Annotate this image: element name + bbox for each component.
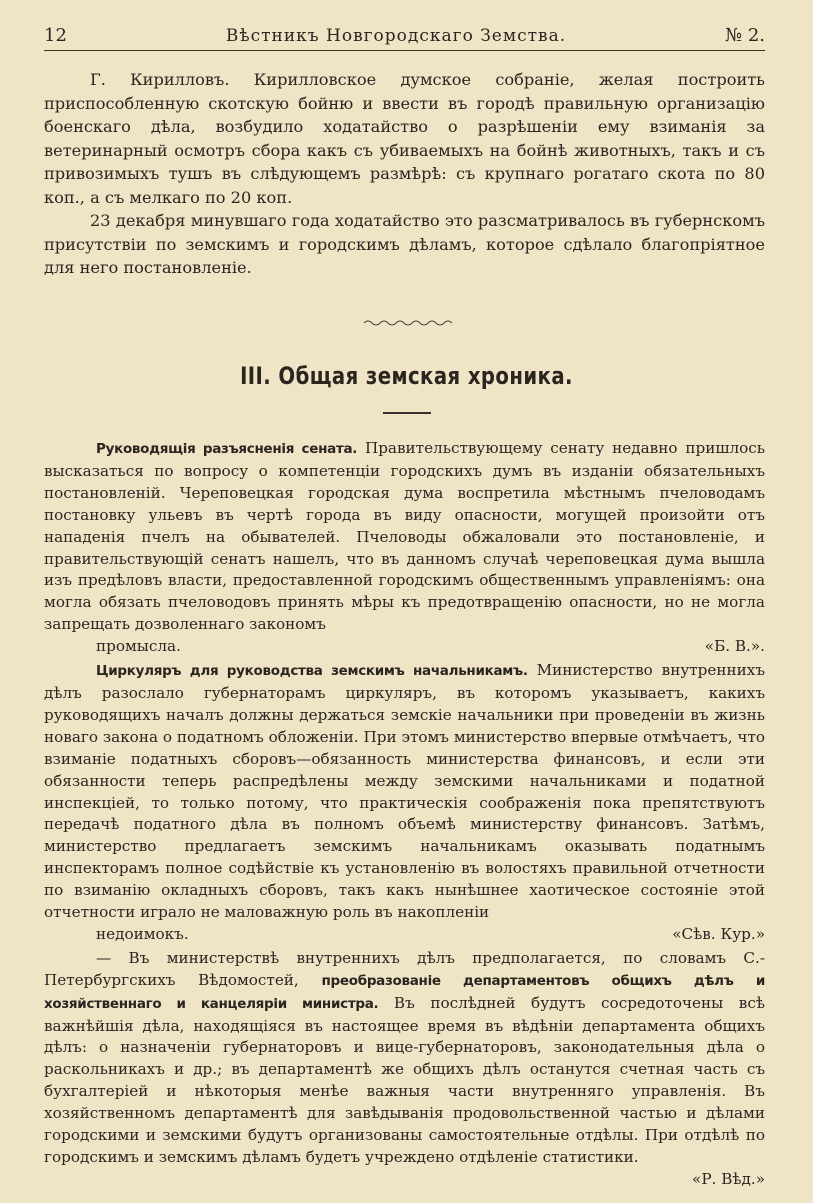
wavy-ornament-divider [362, 318, 454, 328]
chronicle-item-senate [44, 438, 765, 658]
item-source: «Сѣв. Кур.» [672, 924, 765, 943]
item-tail-word: недоимокъ. [96, 924, 189, 943]
title-underline-rule [383, 412, 431, 414]
item-tail-line [44, 636, 765, 658]
item-tail-line [44, 924, 765, 946]
rubric-heading: Руководящія разъясненія сената. [96, 441, 358, 457]
item-tail-word: промысла. [96, 637, 181, 656]
item-text: Въ послѣдней будутъ сосредоточены всѣ важнѣйшія дѣла, находящіяся въ настоящее время въ вѣдѣніи департамента общихъ дѣлъ: о назначеніи губернаторовъ и вице-губернаторовъ, законодательныя дѣла о раскольникахъ и др.; въ департаментѣ же общихъ дѣлъ останутся счетная часть съ бухгалтеріей и нѣкоторыя менѣе важныя части внутренняго управленія. Въ хозяйственномъ департаментѣ для завѣдыванія продовольственной частью и дѣлами городскими и земскими будутъ организованы самостоятельные отдѣлы. При отдѣлѣ по городскимъ и земскимъ дѣламъ будетъ учреждено отдѣленіе статистики. [44, 993, 765, 1166]
rubric-heading: преобразованіе департаментовъ общихъ дѣлъ и хозяйственнаго и канцеляріи министра. [44, 972, 765, 1012]
journal-title: Вѣстникъ Новгородскаго Земства. [225, 26, 567, 46]
intro-section [44, 68, 765, 280]
chronicle-item-ministry [44, 948, 765, 1191]
item-text: Правительствующему сенату недавно пришлось высказаться по вопросу о компетенціи городскихъ думъ въ изданіи обязательныхъ постановленій. Череповецкая городская дума воспретила мѣстнымъ пчеловодамъ постановку ульевъ въ чертѣ города въ виду опасности, могущей произойти отъ нападенія пчелъ на обывателей. Пчеловоды обжаловали это постановленіе, и правительствующій сенатъ нашелъ, что въ данномъ случаѣ череповецкая дума вышла изъ предѣловъ власти, предоставленной городскимъ общественнымъ управленіямъ: она могла обязать пчеловодовъ принять мѣры къ предотвращенію опасности, но не могла запрещать дозволеннаго закономъ [44, 439, 766, 634]
page-number: 12 [44, 25, 67, 46]
chronicle-section [44, 438, 765, 1193]
rubric-heading: Циркуляръ для руководства земскимъ начальникамъ. [96, 663, 528, 680]
running-head [44, 20, 765, 51]
intro-paragraph-2: 23 декабря минувшаго года ходатайство это разсматривалось въ губернскомъ присутствіи по земскимъ и городскимъ дѣламъ, которое сдѣлало благопріятное для него постановленіе. [44, 211, 765, 277]
intro-paragraph-1: Г. Кирилловъ. Кирилловское думское собраніе, желая построить приспособленную скотскую бойню и ввести въ городѣ правильную организацію боенскаго дѣла, возбудило ходатайство о разрѣшеніи ему взиманія за ветеринарный осмотръ сбора какъ съ убиваемыхъ на бойнѣ животныхъ, такъ и съ привозимыхъ тушъ въ слѣдующемъ размѣрѣ: съ крупнаго рогатаго скота по 80 коп., а съ мелкаго по 20 коп. [44, 70, 765, 207]
item-text: Министерство внутреннихъ дѣлъ разослало губернаторамъ циркуляръ, въ которомъ указываетъ, какихъ руководящихъ началъ должны держаться земскіе начальники при проведеніи въ жизнь новаго закона о податномъ обложеніи. При этомъ министерство впервые отмѣчаетъ, что взиманіе податныхъ сборовъ—обязанность министерства финансовъ, и если эти обязанности теперь распредѣлены между земскими начальниками и податной инспекціей, то только потому, что практическія соображенія пока препятствуютъ передачѣ податного дѣла въ полномъ объемѣ министерству финансовъ. Затѣмъ, министерство предлагаетъ земскимъ начальникамъ оказывать податнымъ инспекторамъ полное содѣйствіе къ установленію въ волостяхъ правильной отчетности по взиманію окладныхъ сборовъ, такъ какъ нынѣшнее хаотическое состояніе этой отчетности играло не маловажную роль въ накопленіи [44, 661, 765, 922]
item-source: «Р. Вѣд.» [692, 1169, 765, 1188]
item-source: «Б. В.». [704, 637, 765, 656]
section-title: III. Общая земская хроника. [240, 362, 573, 390]
issue-number: № 2. [725, 25, 765, 46]
chronicle-item-circular [44, 660, 765, 946]
item-lead: — Въ министерствѣ внутреннихъ дѣлъ предполагается, по словамъ С.-Петербургскихъ Вѣдомостей, [44, 948, 765, 989]
